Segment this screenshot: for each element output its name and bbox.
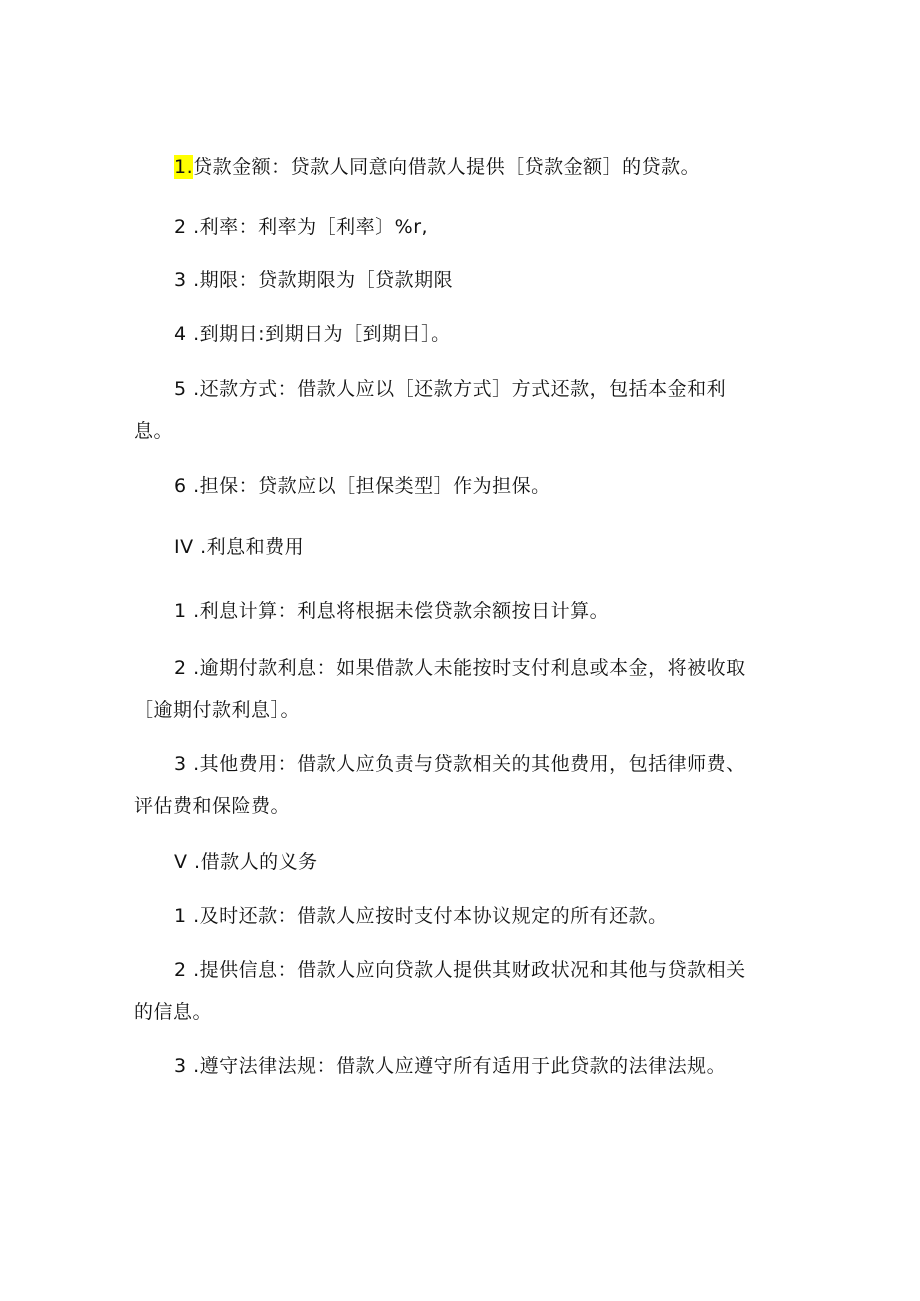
section-v-item-2-line-2: 的信息。	[134, 1001, 213, 1023]
section-v-heading: V .借款人的义务	[174, 851, 318, 873]
section-iv-item-2-line-2: ［逾期付款利息］。	[134, 699, 301, 721]
section-v-item-1: 1 .及时还款：借款人应按时支付本协议规定的所有还款。	[174, 905, 668, 927]
clause-6-security: 6 .担保：贷款应以［担保类型］作为担保。	[174, 475, 551, 497]
section-iv-item-2-line-1: 2 .逾期付款利息：如果借款人未能按时支付利息或本金，将被收取	[174, 657, 746, 679]
clause-2-interest-rate: 2 .利率：利率为［利率〕%r,	[174, 216, 429, 238]
section-iv-item-3-line-2: 评估费和保险费。	[134, 795, 291, 817]
clause-1-number-highlighted: 1.	[174, 156, 194, 178]
clause-4-maturity-date: 4 .到期日:到期日为［到期日］。	[174, 323, 451, 345]
clause-3-term: 3 .期限：贷款期限为［贷款期限	[174, 269, 454, 291]
clause-5-repayment-line-2: 息。	[134, 420, 174, 442]
clause-5-repayment-line-1: 5 .还款方式：借款人应以［还款方式］方式还款，包括本金和利	[174, 378, 727, 400]
section-v-item-2-line-1: 2 .提供信息：借款人应向贷款人提供其财政状况和其他与贷款相关	[174, 959, 746, 981]
section-iv-item-1: 1 .利息计算：利息将根据未偿贷款余额按日计算。	[174, 600, 610, 622]
clause-1-text: 贷款金额：贷款人同意向借款人提供［贷款金额］的贷款。	[193, 156, 701, 178]
clause-1-loan-amount	[174, 155, 700, 179]
section-v-item-3: 3 .遵守法律法规：借款人应遵守所有适用于此贷款的法律法规。	[174, 1055, 727, 1077]
section-iv-heading: IV .利息和费用	[174, 536, 305, 558]
section-iv-item-3-line-1: 3 .其他费用：借款人应负责与贷款相关的其他费用，包括律师费、	[174, 753, 746, 775]
